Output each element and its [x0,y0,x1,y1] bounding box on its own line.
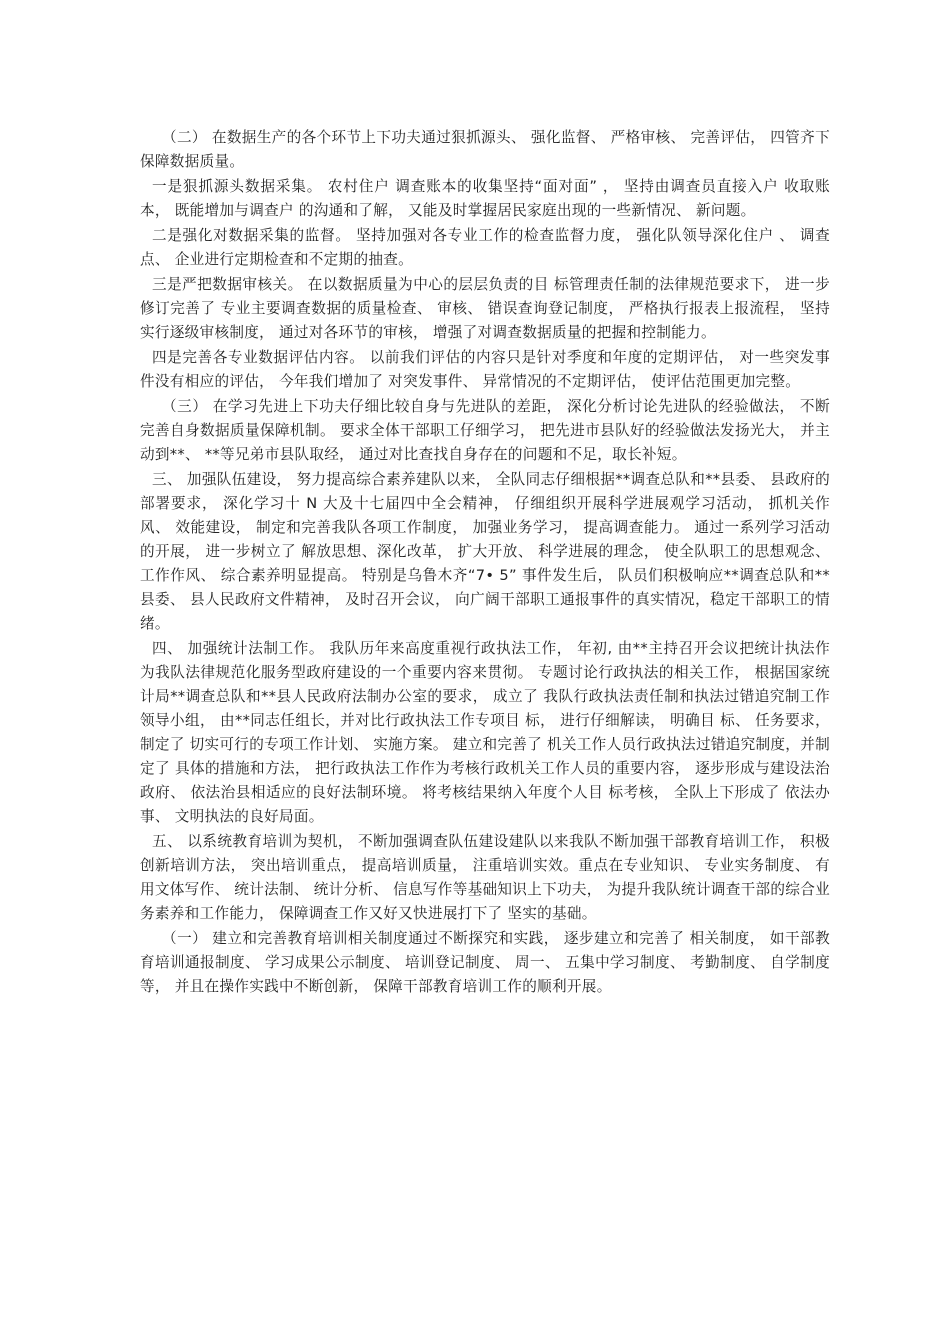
document-body [140,126,830,1000]
paragraph-training-system: （一） 建立和完善教育培训相关制度通过不断探究和实践， 逐步建立和完善了 相关制度， 如干部教育培训通报制度、 学习成果公示制度、 培训登记制度、 周一、 五集中学习制度、 考勤制度、 自学制度等， 并且在操作实践中不断创新， 保障干部教育培训工作的顺利开展。 [140,930,830,995]
paragraph-evaluation: 四是完善各专业数据评估内容。 以前我们评估的内容只是针对季度和年度的定期评估， 对一些突发事件没有相应的评估， 今年我们增加了 对突发事件、 异常情况的不定期评估， 使评估范围更加完整。 [140,349,830,390]
paragraph-legal-work: 四、 加强统计法制工作。 我队历年来高度重视行政执法工作， 年初, 由**主持召开会议把统计执法作为我队法律规范化服务型政府建设的一个重要内容来贯彻。 专题讨论行政执法的相关工作， 根据国家统计局**调查总队和**县人民政府法制办公室的要求， 成立了 我队行政执法责任制和执法过错追究制工作领导小组， 由**同志任组长，并对比行政执法工作专项目 标， 进行仔细解读， 明确目 标、 任务要求， 制定了 切实可行的专项工作计划、 实施方案。 建立和完善了 机关工作人员行政执法过错追究制度，并制定了 具体的措施和方法， 把行政执法工作作为考核行政机关工作人员的重要内容， 逐步形成与建设法治政府、 依法治县相适应的良好法制环境。 将考核结果纳入年度个人目 标考核， 全队上下形成了 依法办事、 文明执法的良好局面。 [140,640,830,825]
paragraph-supervision: 二是强化对数据采集的监督。 坚持加强对各专业工作的检查监督力度， 强化队领导深化住户 、 调查点、 企业进行定期检查和不定期的抽查。 [140,227,830,268]
paragraph-source-collection: 一是狠抓源头数据采集。 农村住户 调查账本的收集坚持“面对面” ， 坚持由调查员直接入户 收取账本， 既能增加与调查户 的沟通和了解， 又能及时掌握居民家庭出现的一些新情况、 新问题。 [140,178,830,219]
paragraph-section-3-learning: （三） 在学习先进上下功夫仔细比较自身与先进队的差距， 深化分析讨论先进队的经验做法， 不断完善自身数据质量保障机制。 要求全体干部职工仔细学习， 把先进市县队好的经验做法发扬光大， 并主动到**、 **等兄弟市县队取经， 通过对比查找自身存在的问题和不足，取长补短。 [140,398,830,463]
paragraph-section-2-data-quality: （二） 在数据生产的各个环节上下功夫通过狠抓源头、 强化监督、 严格审核、 完善评估， 四管齐下保障数据质量。 [140,129,830,170]
paragraph-audit: 三是严把数据审核关。 在以数据质量为中心的层层负责的目 标管理责任制的法律规范要求下， 进一步修订完善了 专业主要调查数据的质量检查、 审核、 错误查询登记制度， 严格执行报表上报流程， 坚持实行逐级审核制度， 通过对各环节的审核， 增强了对调查数据质量的把握和控制能力。 [140,276,830,341]
paragraph-training: 五、 以系统教育培训为契机， 不断加强调查队伍建设建队以来我队不断加强干部教育培训工作， 积极创新培训方法， 突出培训重点， 提高培训质量， 注重培训实效。重点在专业知识、 专业实务制度、 有用文体写作、 统计法制、 统计分析、 信息写作等基础知识上下功夫， 为提升我队统计调查干部的综合业务素养和工作能力， 保障调查工作又好又快进展打下了 坚实的基础。 [140,833,830,922]
paragraph-team-building: 三、 加强队伍建设， 努力提高综合素养建队以来， 全队同志仔细根据**调查总队和**县委、 县政府的部署要求， 深化学习十 N 大及十七届四中全会精神， 仔细组织开展科学进展观学习活动， 抓机关作风、 效能建设， 制定和完善我队各项工作制度， 加强业务学习， 提高调查能力。 通过一系列学习活动的开展， 进一步树立了 解放思想、深化改革， 扩大开放、 科学进展的理念， 使全队职工的思想观念、 工作作风、 综合素养明显提高。 特别是乌鲁木齐“7• 5” 事件发生后， 队员们积极响应**调查总队和**县委、 县人民政府文件精神， 及时召开会议， 向广阔干部职工通报事件的真实情况，稳定干部职工的情绪。 [140,471,830,632]
